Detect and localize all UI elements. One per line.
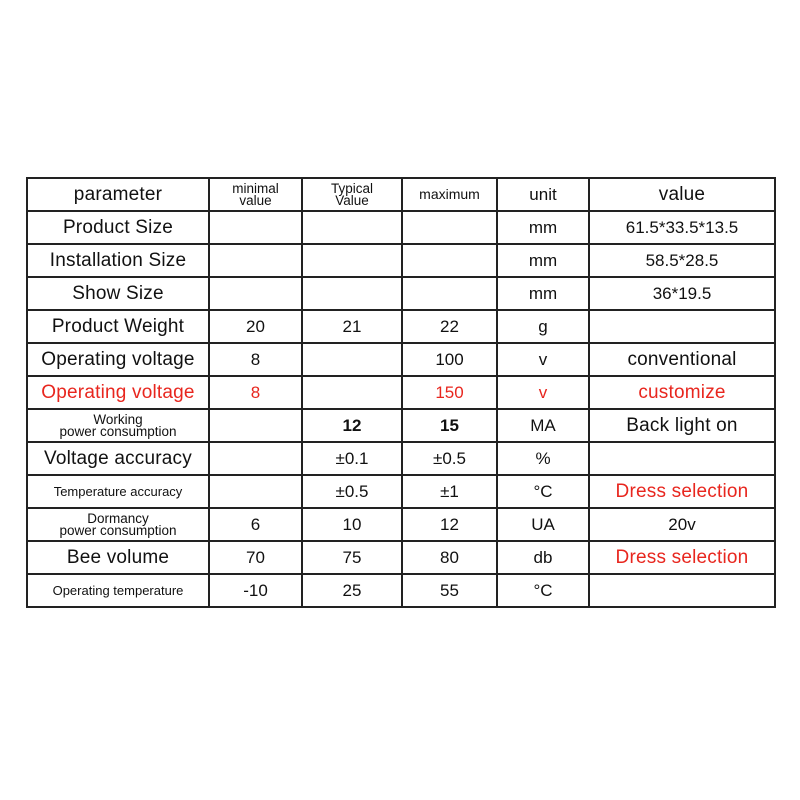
cell-typ: 75 [302,541,402,574]
cell-max: 22 [402,310,497,343]
cell-typ: ±0.5 [302,475,402,508]
cell-min: 8 [209,376,302,409]
header-unit: unit [497,178,589,211]
cell-max: 55 [402,574,497,607]
cell-unit: °C [497,475,589,508]
cell-min [209,475,302,508]
cell-typ: 25 [302,574,402,607]
cell-typ: ±0.1 [302,442,402,475]
table-row [27,343,775,376]
table-row [27,244,775,277]
cell-typ: 21 [302,310,402,343]
cell-unit: mm [497,244,589,277]
header-parameter: parameter [27,178,209,211]
cell-parameter: Temperature accuracy [27,475,209,508]
cell-unit: mm [497,211,589,244]
cell-typ [302,277,402,310]
cell-unit: MA [497,409,589,442]
cell-parameter: Operating voltage [27,376,209,409]
cell-min: 8 [209,343,302,376]
cell-value [589,310,775,343]
cell-typ [302,376,402,409]
cell-parameter: Working power consumption [27,409,209,442]
cell-typ [302,343,402,376]
cell-value: Dress selection [589,541,775,574]
cell-parameter: Operating temperature [27,574,209,607]
cell-parameter: Product Size [27,211,209,244]
cell-max: 15 [402,409,497,442]
cell-value [589,442,775,475]
cell-parameter: Installation Size [27,244,209,277]
cell-unit: °C [497,574,589,607]
cell-max: 150 [402,376,497,409]
table-row [27,409,775,442]
cell-typ: 12 [302,409,402,442]
cell-value [589,574,775,607]
table-row [27,310,775,343]
cell-parameter: Dormancy power consumption [27,508,209,541]
cell-min [209,409,302,442]
cell-typ [302,244,402,277]
cell-min: 70 [209,541,302,574]
cell-min: 20 [209,310,302,343]
cell-value: 36*19.5 [589,277,775,310]
spec-table [26,177,776,608]
cell-min [209,211,302,244]
table-row [27,574,775,607]
cell-value: 20v [589,508,775,541]
table-row [27,211,775,244]
cell-min [209,442,302,475]
cell-value: 58.5*28.5 [589,244,775,277]
cell-max: 12 [402,508,497,541]
header-min: minimal value [209,178,302,211]
header-typ: Typical Value [302,178,402,211]
cell-unit: db [497,541,589,574]
cell-unit: % [497,442,589,475]
cell-parameter: Voltage accuracy [27,442,209,475]
cell-min: -10 [209,574,302,607]
cell-value: Dress selection [589,475,775,508]
cell-unit: v [497,376,589,409]
cell-value: customize [589,376,775,409]
cell-max: 80 [402,541,497,574]
cell-value: conventional [589,343,775,376]
cell-parameter: Bee volume [27,541,209,574]
table-row [27,442,775,475]
cell-max: 100 [402,343,497,376]
cell-parameter: Operating voltage [27,343,209,376]
cell-parameter: Product Weight [27,310,209,343]
cell-max [402,211,497,244]
cell-min [209,244,302,277]
cell-min: 6 [209,508,302,541]
cell-max: ±1 [402,475,497,508]
cell-unit: UA [497,508,589,541]
cell-unit: v [497,343,589,376]
header-value: value [589,178,775,211]
cell-typ [302,211,402,244]
cell-max: ±0.5 [402,442,497,475]
table-row [27,475,775,508]
cell-value: 61.5*33.5*13.5 [589,211,775,244]
cell-typ: 10 [302,508,402,541]
header-max: maximum [402,178,497,211]
table-row [27,541,775,574]
table-row [27,277,775,310]
cell-unit: g [497,310,589,343]
cell-value: Back light on [589,409,775,442]
cell-unit: mm [497,277,589,310]
cell-min [209,277,302,310]
table-row [27,508,775,541]
cell-max [402,244,497,277]
cell-max [402,277,497,310]
cell-parameter: Show Size [27,277,209,310]
header-row [27,178,775,211]
table-row [27,376,775,409]
